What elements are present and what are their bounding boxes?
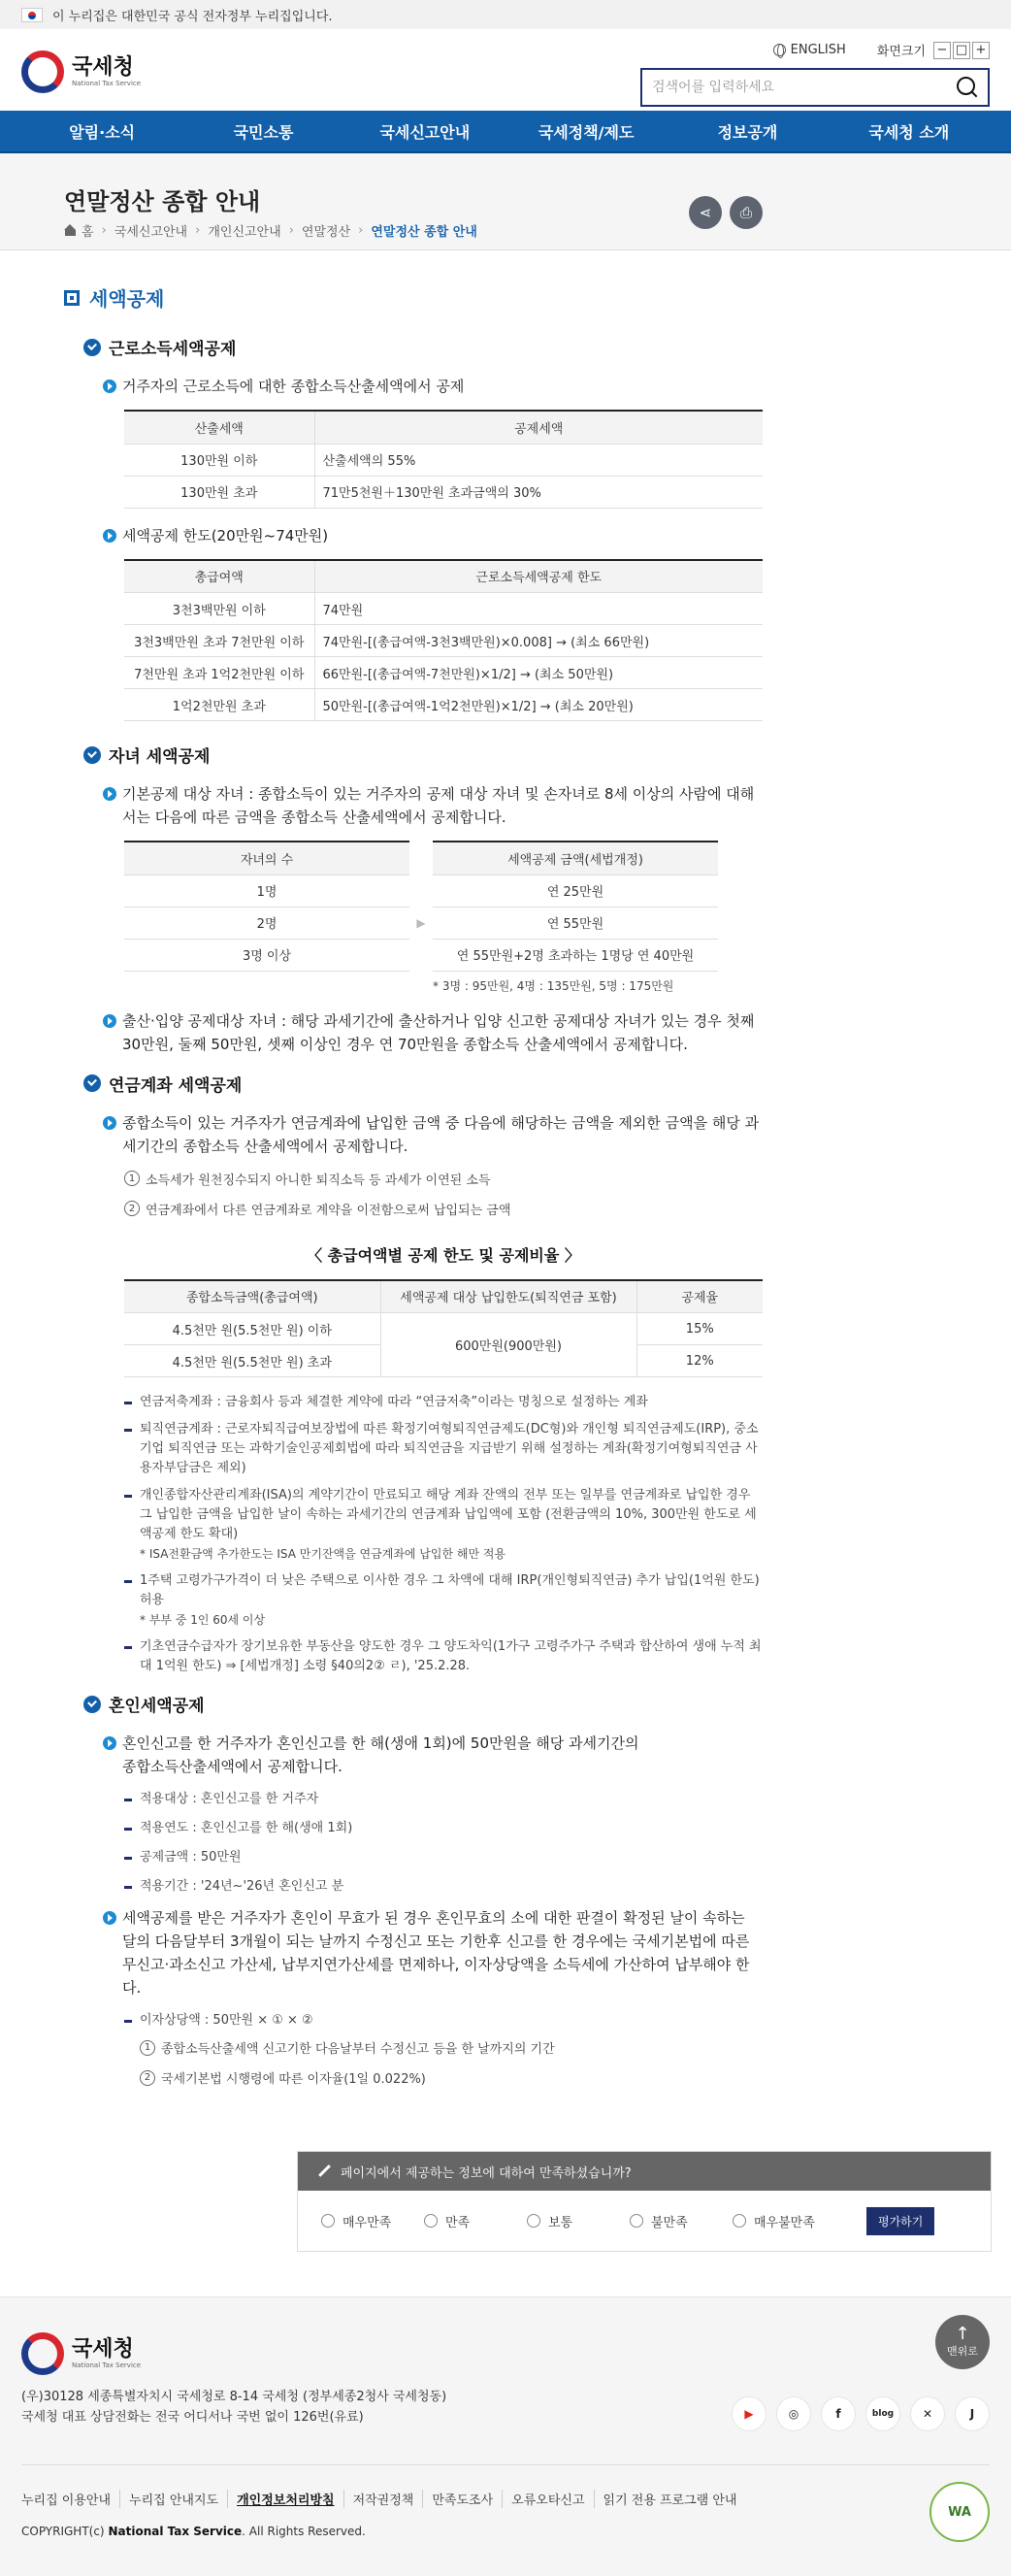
pension-table-caption: 〈 총급여액별 공제 한도 및 공제비율 〉	[307, 1245, 580, 1265]
arrow-circle-icon	[103, 1014, 116, 1028]
kakao-icon[interactable]: J	[955, 2396, 990, 2431]
list-item: 1 종합소득산출세액 신고기한 다음날부터 수정신고 등을 한 날까지의 기간	[140, 2038, 763, 2057]
table-header: 총급여액	[124, 560, 314, 593]
search-icon[interactable]	[955, 75, 980, 100]
pension-credit-title: 연금계좌 세액공제	[83, 1072, 763, 1096]
chevron-right-icon: ›	[101, 223, 107, 238]
isa-note: * ISA전환금액 추가한도는 ISA 만기잔액을 연금계좌에 납입한 해만 적용	[140, 1547, 506, 1561]
survey-submit-button[interactable]: 평가하기	[866, 2207, 934, 2235]
survey-header: 페이지에서 제공하는 정보에 대하여 만족하셨습니까?	[298, 2152, 991, 2191]
table-row: 1억2천만원 초과 50만원-[(총급여액-1억2천만원)×1/2] → (최소 20만원)	[124, 689, 763, 721]
nav-news[interactable]: 알림·소식	[69, 122, 136, 142]
breadcrumb	[64, 221, 477, 240]
marriage-items	[124, 1790, 763, 1897]
table-header: 공제율	[636, 1280, 763, 1313]
share-icon: ⋖	[699, 204, 712, 221]
footer-link-guide[interactable]: 누리집 이용안내	[21, 2493, 112, 2508]
zoom-reset-button[interactable]: □	[953, 42, 970, 59]
list-item: 개인종합자산관리계좌(ISA)의 계약기간이 만료되고 해당 계좌 잔액의 전부 또는 일부를 연금계좌로 납입한 경우 그 납입한 금액을 납입한 날이 속하는 과세기간의 연금계좌 납입액에 포함 (전환금액의 10%, 300만원 한도로 세액공제 한도 확대) * ISA전환금액 추가한도는 ISA 만기잔액을 연금계좌에 납입한 해만 적용	[124, 1486, 763, 1564]
radio-icon[interactable]	[424, 2214, 438, 2228]
marriage-interest-factors	[140, 2038, 763, 2087]
square-bullet-icon	[64, 290, 80, 306]
table-row: 4.5천만 원(5.5천만 원) 초과 12%	[124, 1345, 763, 1377]
footer-link-sitemap[interactable]: 누리집 안내지도	[119, 2490, 227, 2508]
print-button[interactable]	[730, 196, 763, 229]
list-item: 1 소득세가 원천징수되지 아니한 퇴직소득 등 과세가 이연된 소득	[124, 1170, 763, 1188]
table-row: 7천만원 초과 1억2천만원 이하 66만원-[(총급여액-7천만원)×1/2] → (최소 50만원)	[124, 657, 763, 689]
list-item: 적용대상 : 혼인신고를 한 거주자	[124, 1790, 763, 1809]
search-input[interactable]	[652, 80, 955, 95]
table-header: 자녀의 수	[124, 842, 409, 875]
arrow-circle-icon	[103, 1736, 116, 1750]
child-desc2: 출산·입양 공제대상 자녀 : 해당 과세기간에 출산하거나 입양 신고한 공제대상 자녀가 있는 경우 첫째 30만원, 둘째 50만원, 셋째 이상인 경우 연 70만원을 종합소득 산출세액에서 공제합니다.	[103, 1009, 763, 1056]
nav-communication[interactable]: 국민소통	[233, 122, 294, 142]
survey-option-satisfied[interactable]: 만족	[424, 2212, 527, 2230]
footer-link-privacy[interactable]: 개인정보처리방침	[227, 2490, 342, 2508]
instagram-icon[interactable]: ◎	[776, 2396, 811, 2431]
gov-notice-bar	[0, 0, 1011, 29]
child-count-table	[124, 841, 409, 972]
facebook-icon[interactable]: f	[821, 2396, 856, 2431]
section-title: 세액공제	[64, 283, 763, 312]
chevron-right-icon: ›	[195, 223, 201, 238]
search-box	[640, 68, 990, 107]
table-row: 130만원 초과 71만5천원＋130만원 초과금액의 30%	[124, 476, 763, 508]
arrow-up-icon: ↑	[955, 2324, 970, 2344]
table-header: 세액공제 금액(세법개정)	[433, 842, 718, 875]
zoom-label: 화면크기	[876, 45, 926, 59]
web-accessibility-mark-icon: WA	[929, 2482, 990, 2542]
main-nav	[0, 111, 1011, 153]
footer-logo[interactable]: 국세청 National Tax Service	[21, 2332, 141, 2375]
child-tables	[124, 841, 763, 994]
child-credit-title: 자녀 세액공제	[83, 743, 763, 767]
house-note: * 부부 중 1인 60세 이상	[140, 1613, 266, 1627]
survey-option-very-dissatisfied[interactable]: 매우불만족	[733, 2212, 864, 2230]
radio-icon[interactable]	[733, 2214, 746, 2228]
share-button[interactable]	[689, 196, 722, 229]
marriage-interest	[124, 2011, 763, 2031]
list-item: 공제금액 : 50만원	[124, 1848, 763, 1867]
blog-icon[interactable]: blog	[865, 2396, 900, 2431]
breadcrumb-tax-filing[interactable]: 국세신고안내	[114, 225, 188, 240]
page-tools	[681, 196, 763, 229]
logo-text: 국세청	[72, 55, 134, 80]
breadcrumb-current: 연말정산 종합 안내	[371, 225, 477, 240]
survey-options	[298, 2191, 991, 2251]
radio-icon[interactable]	[630, 2214, 643, 2228]
logo-subtext: National Tax Service	[72, 80, 142, 87]
chevron-right-icon: ›	[358, 223, 364, 238]
survey-option-very-satisfied[interactable]: 매우만족	[321, 2212, 424, 2230]
earned-desc2: 세액공제 한도(20만원~74만원)	[103, 524, 763, 547]
pension-desc1: 종합소득이 있는 거주자가 연금계좌에 납입한 금액 중 다음에 해당하는 금액을 제외한 금액을 해당 과세기간의 종합소득 산출세액에서 공제합니다.	[103, 1111, 763, 1158]
radio-icon[interactable]	[321, 2214, 335, 2228]
earned-credit-table	[124, 410, 763, 509]
list-item: 퇴직연금계좌 : 근로자퇴직급여보장법에 따른 확정기여형퇴직연금제도(DC형)와 개인형 퇴직연금제도(IRP), 중소기업 퇴직연금 또는 과학기술인공제회법에 따라 퇴직연금을 지급받기 위해 설정하는 계좌(확정기여형퇴직연금 사용자부담금은 제외)	[124, 1420, 763, 1478]
pencil-icon	[317, 2164, 331, 2178]
footer-links	[21, 2490, 746, 2508]
table-row: 4.5천만 원(5.5천만 원) 이하 600만원(900만원) 15%	[124, 1313, 763, 1345]
table-header: 종합소득금액(총급여액)	[124, 1280, 380, 1313]
site-header	[0, 29, 1011, 111]
nav-about[interactable]: 국세청 소개	[868, 122, 950, 142]
list-item: 2 연금계좌에서 다른 연금계좌로 계약을 이전함으로써 납입되는 금액	[124, 1200, 763, 1218]
site-footer	[0, 2296, 1011, 2576]
child-desc1: 기본공제 대상 자녀 : 종합소득이 있는 거주자의 공제 대상 자녀 및 손자녀로 8세 이상의 사람에 대해서는 다음에 따른 금액을 종합소득 산출세액에서 공제합니다.	[103, 782, 763, 829]
child-note: * 3명 : 95만원, 4명 : 135만원, 5명 : 175만원	[433, 978, 674, 993]
arrow-circle-icon	[103, 529, 116, 543]
table-row: 1명	[124, 875, 409, 907]
list-item: 연금저축계좌 : 금융회사 등과 체결한 계약에 따라 “연금저축”이라는 명칭으로 설정하는 계좌	[124, 1393, 763, 1412]
triangle-right-icon: ▶	[416, 916, 426, 930]
check-circle-icon	[83, 1696, 101, 1713]
arrow-circle-icon	[103, 380, 116, 393]
nts-emblem-icon	[21, 2332, 64, 2375]
utility-bar	[773, 41, 990, 59]
breadcrumb-home[interactable]: 홈	[82, 225, 94, 240]
sns-links	[722, 2396, 990, 2431]
breadcrumb-year-end[interactable]: 연말정산	[301, 225, 351, 240]
list-item: 적용기간 : '24년~'26년 혼인신고 분	[124, 1877, 763, 1897]
site-logo[interactable]	[21, 50, 141, 93]
list-item: 적용연도 : 혼인신고를 한 해(생애 1회)	[124, 1819, 763, 1838]
breadcrumb-personal[interactable]: 개인신고안내	[208, 225, 281, 240]
table-header: 세액공제 대상 납입한도(퇴직연금 포함)	[380, 1280, 636, 1313]
pension-exclusions	[124, 1170, 763, 1218]
table-row: 3천3백만원 초과 7천만원 이하 74만원-[(총급여액-3천3백만원)×0.008] → (최소 66만원)	[124, 625, 763, 657]
survey-option-dissatisfied[interactable]: 불만족	[630, 2212, 733, 2230]
check-circle-icon	[83, 339, 101, 356]
arrow-circle-icon	[103, 1116, 116, 1130]
korea-flag-icon	[21, 8, 43, 22]
nav-tax-policy[interactable]: 국세정책/제도	[538, 122, 635, 142]
table-row: 연 55만원	[433, 907, 718, 939]
pension-limit-table	[124, 1279, 763, 1378]
nav-disclosure[interactable]: 정보공개	[717, 122, 778, 142]
table-header: 공제세액	[314, 411, 763, 444]
zoom-in-button[interactable]: +	[972, 42, 990, 59]
english-link[interactable]: ENGLISH	[773, 43, 846, 57]
page-title-area	[0, 153, 1011, 250]
copyright: COPYRIGHT(c) National Tax Service. All Rights Reserved.	[21, 2525, 366, 2538]
table-header: 근로소득세액공제 한도	[314, 560, 763, 593]
page-title: 연말정산 종합 안내	[64, 188, 261, 215]
table-row: 연 25만원	[433, 875, 718, 907]
footer-link-report[interactable]: 오류오타신고	[502, 2490, 593, 2508]
footer-divider	[21, 2464, 990, 2465]
child-amount-table	[433, 841, 718, 972]
chevron-right-icon: ›	[288, 223, 294, 238]
zoom-out-button[interactable]: −	[933, 42, 951, 59]
table-header: 산출세액	[124, 411, 314, 444]
scroll-top-button[interactable]: ↑ 맨위로	[935, 2315, 990, 2369]
earned-desc1: 거주자의 근로소득에 대한 종합소득산출세액에서 공제	[103, 375, 763, 398]
home-icon	[64, 225, 77, 236]
list-item: 1주택 고령가구가격이 더 낮은 주택으로 이사한 경우 그 차액에 대해 IRP(개인형퇴직연금) 추가 납입(1억원 한도) 허용 * 부부 중 1인 60세 이상	[124, 1571, 763, 1630]
pension-notes	[124, 1393, 763, 1676]
list-item: 기초연금수급자가 장기보유한 부동산을 양도한 경우 그 양도차익(1가구 고령주가구 주택과 합산하여 생애 누적 최대 1억원 한도) ⇒ [세법개정] 소령 §40의2② ㄹ), '25.2.28.	[124, 1637, 763, 1676]
table-row: 3명 이상	[124, 939, 409, 971]
nts-emblem-icon	[21, 50, 64, 93]
footer-link-viewer[interactable]: 읽기 전용 프로그램 안내	[594, 2490, 746, 2508]
marriage-desc1: 혼인신고를 한 거주자가 혼인신고를 한 해(생애 1회)에 50만원을 해당 과세기간의 종합소득산출세액에서 공제합니다.	[103, 1732, 763, 1778]
list-item: 이자상당액 : 50만원 × ① × ②	[124, 2011, 763, 2031]
table-row: 130만원 이하 산출세액의 55%	[124, 444, 763, 476]
footer-link-survey[interactable]: 만족도조사	[422, 2490, 502, 2508]
marriage-desc2: 세액공제를 받은 거주자가 혼인이 무효가 된 경우 혼인무효의 소에 대한 판결이 확정된 날이 속하는 달의 다음달부터 3개월이 되는 날까지 수정신고 또는 기한후 신고를 한 경우에는 국세기본법에 따른 무신고·과소신고 가산세, 납부지연가산세를 면제하나, 이자상당액을 소득세에 가산하여 납부해야 한다.	[103, 1906, 763, 1999]
nav-tax-filing[interactable]: 국세신고안내	[379, 122, 471, 142]
x-icon[interactable]: ✕	[910, 2396, 945, 2431]
footer-address: (우)30128 세종특별자치시 국세청로 8-14 국세청 (정부세종2청사 국세청동) 국세청 대표 상담전화는 전국 어디서나 국번 없이 126번(유료)	[21, 2390, 447, 2425]
table-row: 2명	[124, 907, 409, 939]
table-row: 연 55만원+2명 초과하는 1명당 연 40만원	[433, 939, 718, 971]
earned-limit-table	[124, 559, 763, 722]
survey-option-neutral[interactable]: 보통	[527, 2212, 630, 2230]
check-circle-icon	[83, 746, 101, 764]
footer-link-copyright[interactable]: 저작권정책	[343, 2490, 423, 2508]
table-row: 3천3백만원 이하 74만원	[124, 593, 763, 625]
gov-notice-text: 이 누리집은 대한민국 공식 전자정부 누리집입니다.	[52, 9, 333, 24]
arrow-circle-icon	[103, 1911, 116, 1925]
list-item: 2 국세기본법 시행령에 따른 이자율(1일 0.022%)	[140, 2068, 763, 2087]
satisfaction-survey	[297, 2151, 992, 2252]
earned-income-title: 근로소득세액공제	[83, 335, 763, 359]
radio-icon[interactable]	[527, 2214, 540, 2228]
main-content	[64, 283, 763, 2098]
marriage-credit-title: 혼인세액공제	[83, 1692, 763, 1716]
globe-icon	[773, 44, 786, 56]
check-circle-icon	[83, 1074, 101, 1092]
print-icon: ⎙	[739, 204, 752, 221]
youtube-icon[interactable]: ▶	[732, 2396, 766, 2431]
arrow-circle-icon	[103, 787, 116, 801]
